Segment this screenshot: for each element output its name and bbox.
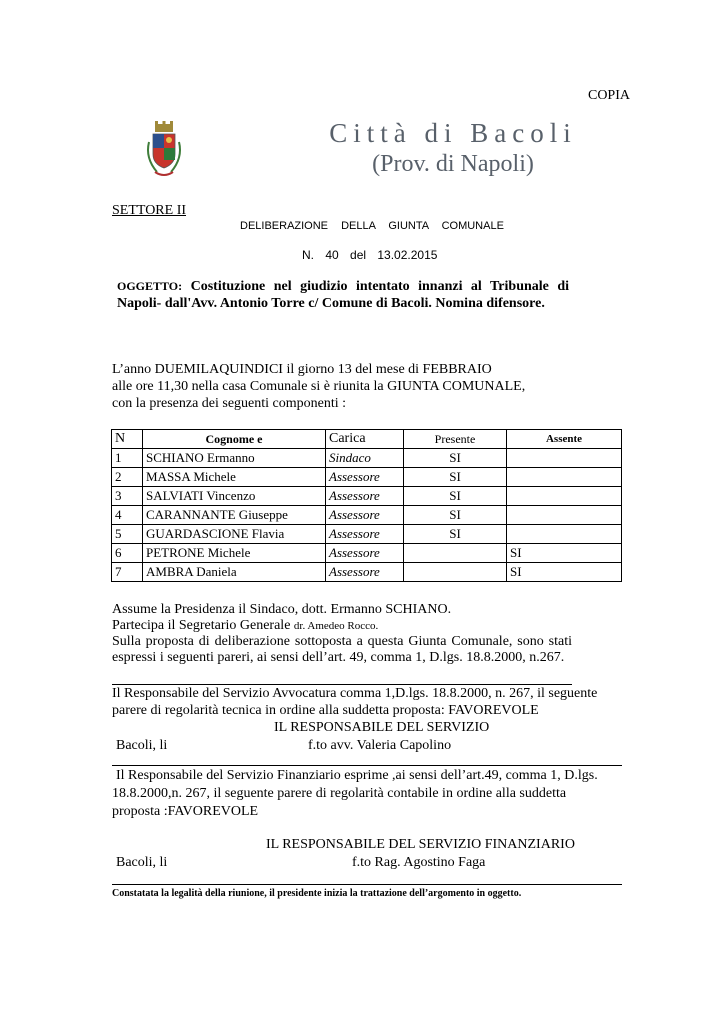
- table-row: [112, 487, 622, 506]
- table-row: [112, 563, 622, 582]
- member-present: SI: [404, 449, 507, 468]
- member-name: PETRONE Michele: [143, 544, 326, 563]
- member-name: MASSA Michele: [143, 468, 326, 487]
- member-absent: [507, 487, 622, 506]
- member-role: Assessore: [326, 506, 404, 525]
- member-present: SI: [404, 487, 507, 506]
- secretary-label: Partecipa il Segretario Generale: [112, 618, 291, 633]
- row-number: 5: [112, 525, 143, 544]
- header-surname: Cognome e: [143, 430, 326, 449]
- opinion-1-signer-title: IL RESPONSABILE DEL SERVIZIO: [274, 720, 490, 735]
- presidency-line: Assume la Presidenza il Sindaco, dott. Ermanno SCHIANO.: [112, 602, 452, 617]
- member-name: SALVIATI Vincenzo: [143, 487, 326, 506]
- presidency-block: [112, 602, 572, 666]
- member-absent: [507, 449, 622, 468]
- member-role: Assessore: [326, 563, 404, 582]
- municipal-crest-icon: [143, 120, 185, 182]
- member-name: SCHIANO Ermanno: [143, 449, 326, 468]
- header-absent: Assente: [507, 430, 622, 449]
- header-role: Carica: [326, 430, 404, 449]
- table-row: [112, 468, 622, 487]
- intro-line-1: L’anno DUEMILAQUINDICI il giorno 13 del mese di FEBBRAIO: [112, 362, 492, 377]
- member-role: Assessore: [326, 468, 404, 487]
- member-name: AMBRA Daniela: [143, 563, 326, 582]
- divider: [112, 684, 572, 685]
- member-present: [404, 544, 507, 563]
- row-number: 7: [112, 563, 143, 582]
- opinions-intro: Sulla proposta di deliberazione sottoposta a questa Giunta Comunale, sono stati espressi i seguenti pareri, ai sensi dell’art. 49, comma 1, D.lgs. 18.8.2000, n.267.: [112, 634, 572, 665]
- opinion-2-signer-title: IL RESPONSABILE DEL SERVIZIO FINANZIARIO: [266, 837, 575, 852]
- member-name: CARANNANTE Giuseppe: [143, 506, 326, 525]
- header-n: N: [112, 430, 143, 449]
- row-number: 3: [112, 487, 143, 506]
- secretary-line: [112, 618, 572, 634]
- opinion-2-signer: f.to Rag. Agostino Faga: [352, 855, 486, 870]
- opinion-1-place: Bacoli, li: [116, 738, 168, 753]
- member-role: Sindaco: [326, 449, 404, 468]
- table-row: [112, 525, 622, 544]
- table-row: [112, 449, 622, 468]
- table-row: [112, 544, 622, 563]
- subject-block: [117, 278, 569, 312]
- member-absent: [507, 468, 622, 487]
- opinion-2-line-2: 18.8.2000,n. 267, il seguente parere di regolarità contabile in ordine alla suddetta: [112, 786, 567, 801]
- subject-label: OGGETTO:: [117, 279, 183, 293]
- member-absent: [507, 525, 622, 544]
- header-present: Presente: [404, 430, 507, 449]
- divider: [112, 884, 622, 885]
- member-name: GUARDASCIONE Flavia: [143, 525, 326, 544]
- member-present: SI: [404, 468, 507, 487]
- table-header-row: [112, 430, 622, 449]
- member-role: Assessore: [326, 487, 404, 506]
- secretary-name: dr. Amedeo Rocco.: [293, 620, 379, 632]
- member-present: SI: [404, 525, 507, 544]
- member-absent: SI: [507, 544, 622, 563]
- meeting-intro: [112, 361, 572, 412]
- city-subtitle: (Prov. di Napoli): [372, 151, 534, 177]
- intro-line-2: alle ore 11,30 nella casa Comunale si è riunita la GIUNTA COMUNALE,: [112, 379, 526, 394]
- row-number: 4: [112, 506, 143, 525]
- opinion-2-place: Bacoli, li: [116, 855, 168, 870]
- table-row: [112, 506, 622, 525]
- member-present: SI: [404, 506, 507, 525]
- deliberation-heading: DELIBERAZIONE DELLA GIUNTA COMUNALE: [240, 220, 504, 232]
- row-number: 1: [112, 449, 143, 468]
- copy-label: COPIA: [587, 88, 630, 103]
- member-present: [404, 563, 507, 582]
- member-absent: SI: [507, 563, 622, 582]
- opinion-2-line-1: Il Responsabile del Servizio Finanziario esprime ,ai sensi dell’art.49, comma 1, D.lgs.: [116, 768, 598, 783]
- opinion-1-line-2: parere di regolarità tecnica in ordine alla suddetta proposta: FAVOREVOLE: [112, 703, 539, 718]
- row-number: 6: [112, 544, 143, 563]
- member-role: Assessore: [326, 525, 404, 544]
- deliberation-number: N. 40 del 13.02.2015: [302, 248, 438, 262]
- member-absent: [507, 506, 622, 525]
- row-number: 2: [112, 468, 143, 487]
- opinion-2-line-3: proposta :FAVOREVOLE: [112, 804, 259, 819]
- city-title: Città di Bacoli: [329, 118, 577, 148]
- footer-note: Constatata la legalità della riunione, il presidente inizia la trattazione dell’argomento in oggetto.: [112, 888, 522, 899]
- members-table: [111, 429, 622, 582]
- opinion-1-line-1: Il Responsabile del Servizio Avvocatura comma 1,D.lgs. 18.8.2000, n. 267, il seguente: [112, 686, 598, 701]
- intro-line-3: con la presenza dei seguenti componenti :: [112, 396, 347, 411]
- sector-label: SETTORE II: [112, 203, 187, 218]
- divider: [112, 765, 622, 766]
- opinion-1-signer: f.to avv. Valeria Capolino: [308, 738, 452, 753]
- subject-text: Costituzione nel giudizio intentato innanzi al Tribunale di Napoli- dall'Avv. Antonio Torre c/ Comune di Bacoli. Nomina difensore.: [117, 279, 570, 311]
- member-role: Assessore: [326, 544, 404, 563]
